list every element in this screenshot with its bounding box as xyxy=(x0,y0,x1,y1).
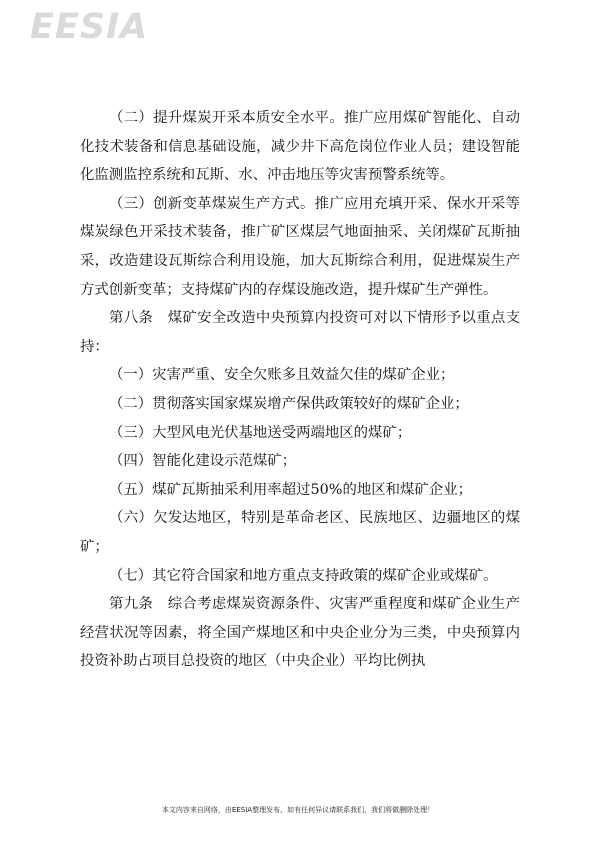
list-item-2: （二）贯彻落实国家煤炭增产保供政策较好的煤矿企业； xyxy=(109,395,469,412)
list-item-5: （五）煤矿瓦斯抽采利用率超过50%的地区和煤矿企业； xyxy=(109,481,472,498)
list-item-6: （六）欠发达地区，特别是革命老区、民族地区、边疆地区的煤矿； xyxy=(80,510,520,555)
list-item-3: （三）大型风电光伏基地送受两端地区的煤矿； xyxy=(109,424,412,441)
article-9-paragraph: 第九条 综合考虑煤炭资源条件、灾害严重程度和煤矿企业生产经营状况等因素，将全国产煤地区和中央企业分为三类，中央预算内投资补助占项目总投资的地区（中央企业）平均比例执 xyxy=(80,596,520,670)
paragraph-item-2: （二）提升煤炭开采本质安全水平。推广应用煤矿智能化、自动化技术装备和信息基础设施，减少井下高危岗位作业人员；建设智能化监测监控系统和瓦斯、水、冲击地压等灾害预警系统等。 xyxy=(80,110,520,184)
list-item-1: （一）灾害严重、安全欠账多且效益欠佳的煤矿企业； xyxy=(109,367,455,384)
eesia-logo: EESIA xyxy=(30,7,149,47)
paragraph-item-3: （三）创新变革煤炭生产方式。推广应用充填开采、保水开采等煤炭绿色开采技术装备，推广矿区煤层气地面抽采、关闭煤矿瓦斯抽采，改造建设瓦斯综合利用设施，加大瓦斯综合利用，促进煤炭生产方式创新变革；支持煤矿内的存煤设施改造，提升煤矿生产弹性。 xyxy=(80,195,520,298)
document-body xyxy=(80,104,520,676)
list-item-7: （七）其它符合国家和地方重点支持政策的煤矿企业或煤矿。 xyxy=(109,567,498,584)
list-item-4: （四）智能化建设示范煤矿； xyxy=(109,453,297,470)
footer-disclaimer: 本文内容来自网络，由EESIA整理发布，如有任何异议请联系我们，我们将做删除处理！ xyxy=(161,806,435,814)
article-8-heading: 第八条 煤矿安全改造中央预算内投资可对以下情形予以重点支持： xyxy=(80,310,520,355)
